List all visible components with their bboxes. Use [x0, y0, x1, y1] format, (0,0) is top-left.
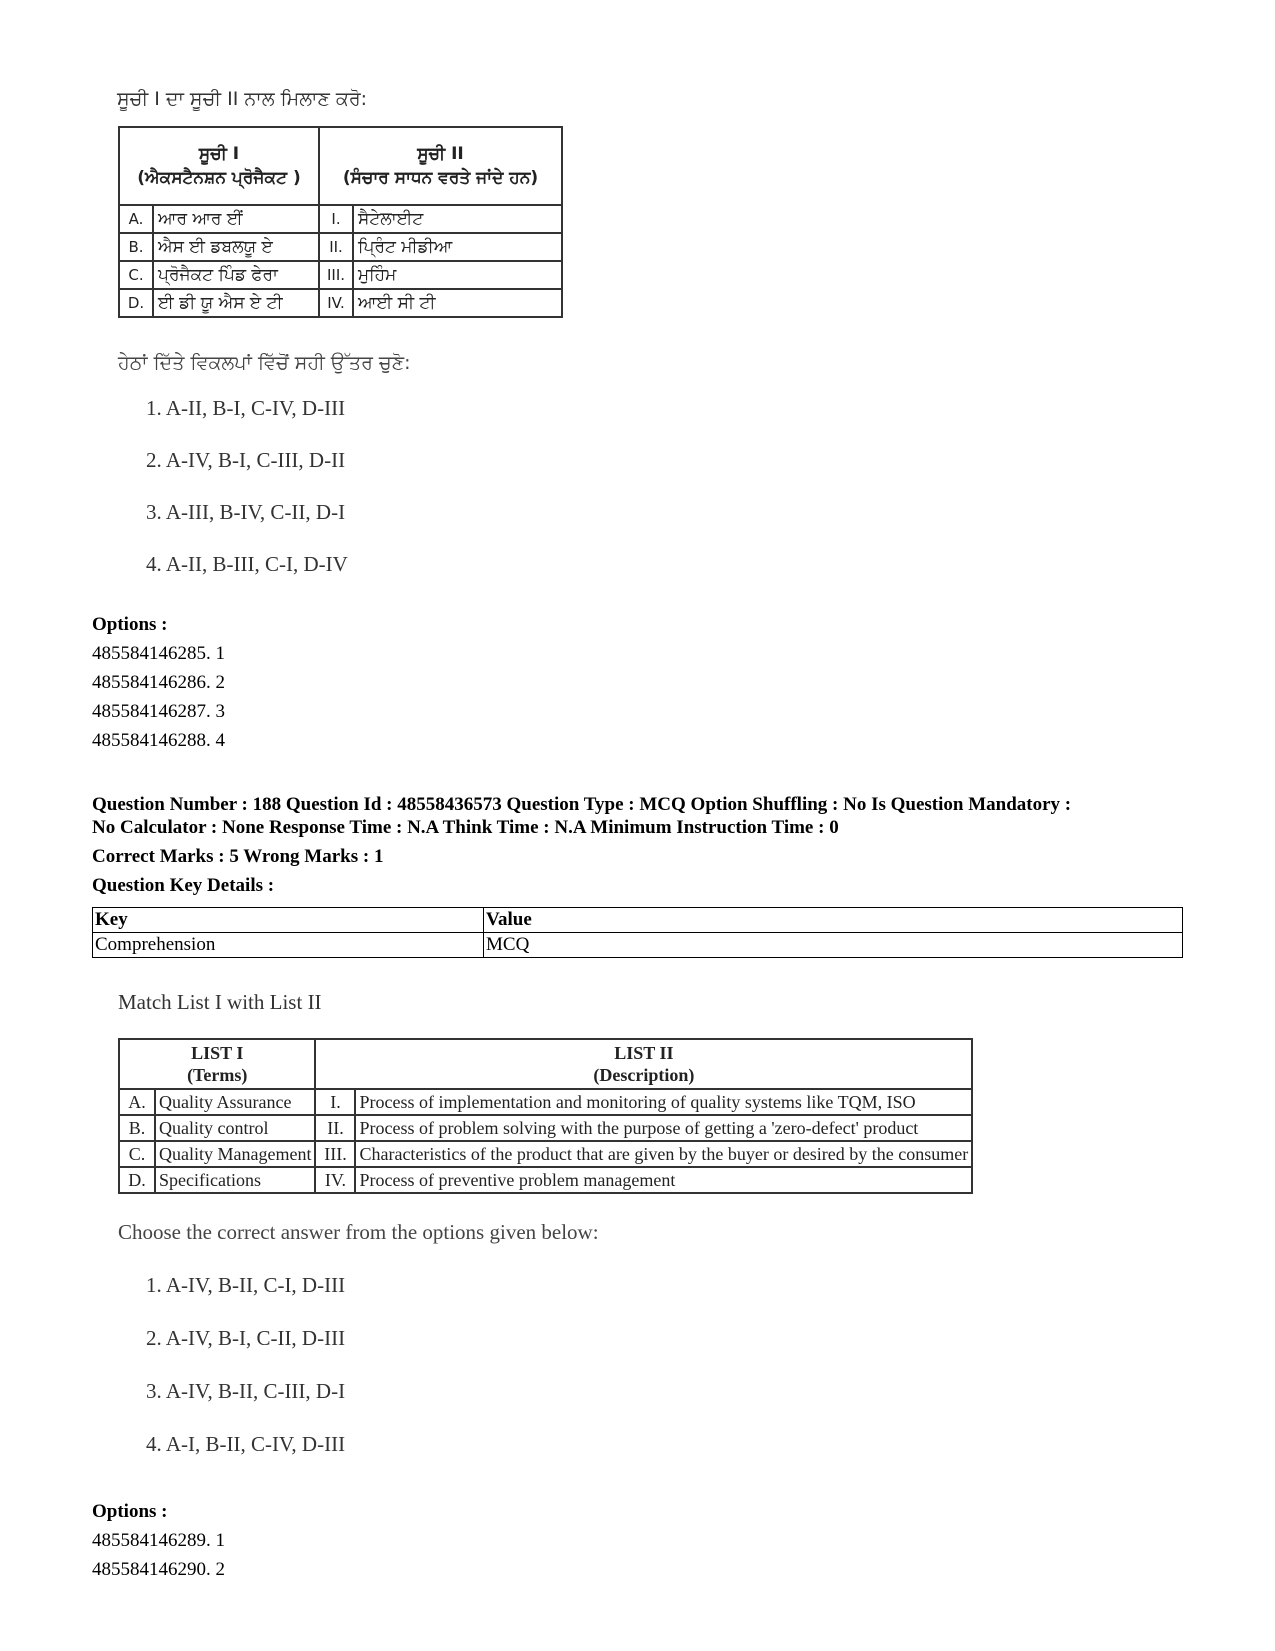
table-row: [119, 261, 562, 289]
q188-key-table: [92, 907, 1183, 958]
q187-option-2: 485584146286. 2: [92, 672, 225, 693]
row-numeral: III.: [319, 261, 353, 289]
row-numeral: II.: [319, 233, 353, 261]
row-letter: D.: [119, 289, 153, 317]
row-letter: A.: [119, 1089, 155, 1115]
table-row: [119, 1089, 972, 1115]
row-term: ਈ ਡੀ ਯੂ ਐਸ ਏ ਟੀ: [153, 289, 319, 317]
row-letter: A.: [119, 205, 153, 233]
q187-options-label: Options :: [92, 614, 168, 635]
q188-heading: Match List I with List II: [118, 990, 322, 1014]
key-header: Key: [93, 908, 484, 933]
q187-option-3: 485584146287. 3: [92, 701, 225, 722]
value-header: Value: [484, 908, 1183, 933]
q187-answer-2: 2. A-IV, B-I, C-III, D-II: [146, 448, 346, 472]
row-term: ਆਰ ਆਰ ਈਂ: [153, 205, 319, 233]
q188-options-label: Options :: [92, 1501, 168, 1522]
row-term: ਐਸ ਈ ਡਬਲਯੂ ਏ: [153, 233, 319, 261]
value-cell: MCQ: [484, 933, 1183, 958]
table-row: [119, 289, 562, 317]
q188-match-table: [118, 1038, 973, 1194]
key-cell: Comprehension: [93, 933, 484, 958]
row-numeral: I.: [315, 1089, 355, 1115]
table-row: [119, 1167, 972, 1193]
table-header-row: [119, 127, 562, 205]
row-numeral: I.: [319, 205, 353, 233]
row-letter: B.: [119, 233, 153, 261]
row-numeral: IV.: [315, 1167, 355, 1193]
q188-key-details-label: Question Key Details :: [92, 875, 275, 896]
table-header-row: [119, 1039, 972, 1089]
q188-answer-4: 4. A-I, B-II, C-IV, D-III: [146, 1432, 346, 1456]
q188-marks: Correct Marks : 5 Wrong Marks : 1: [92, 846, 384, 867]
table-header-row: [93, 908, 1183, 933]
table-row: [119, 205, 562, 233]
q187-answer-1: 1. A-II, B-I, C-IV, D-III: [146, 396, 346, 420]
row-letter: B.: [119, 1115, 155, 1141]
row-term: Specifications: [155, 1167, 315, 1193]
list2-header: LIST II (Description): [315, 1039, 972, 1089]
row-description: ਮੁਹਿੰਮ: [353, 261, 562, 289]
q188-answer-1: 1. A-IV, B-II, C-I, D-III: [146, 1273, 346, 1297]
q187-answer-3: 3. A-III, B-IV, C-II, D-I: [146, 500, 346, 524]
q188-meta-line2: No Calculator : None Response Time : N.A Think Time : N.A Minimum Instruction Time : 0: [92, 817, 839, 838]
row-numeral: IV.: [319, 289, 353, 317]
q187-heading: ਸੂਚੀ I ਦਾ ਸੂਚੀ II ਨਾਲ ਮਿਲਾਣ ਕਰੋ:: [117, 88, 368, 110]
table-row: [93, 933, 1183, 958]
list1-header: ਸੂਚੀ I (ਐਕਸਟੈਨਸ਼ਨ ਪ੍ਰੋਜੈਕਟ ): [119, 127, 319, 205]
row-letter: D.: [119, 1167, 155, 1193]
q188-meta-line1: Question Number : 188 Question Id : 48558436573 Question Type : MCQ Option Shuffling : No Is Question Mandatory :: [92, 794, 1072, 815]
table-row: [119, 1115, 972, 1141]
table-row: [119, 1141, 972, 1167]
row-description: Process of implementation and monitoring of quality systems like TQM, ISO: [355, 1089, 972, 1115]
list1-header: LIST I (Terms): [119, 1039, 315, 1089]
row-letter: C.: [119, 1141, 155, 1167]
list2-header: ਸੂਚੀ II (ਸੰਚਾਰ ਸਾਧਨ ਵਰਤੇ ਜਾਂਦੇ ਹਨ): [319, 127, 562, 205]
q187-answer-4: 4. A-II, B-III, C-I, D-IV: [146, 552, 348, 576]
row-numeral: III.: [315, 1141, 355, 1167]
row-term: ਪ੍ਰੋਜੈਕਟ ਪਿੰਡ ਫੇਰਾ: [153, 261, 319, 289]
row-numeral: II.: [315, 1115, 355, 1141]
q188-instruction: Choose the correct answer from the options given below:: [118, 1220, 599, 1244]
q187-instruction: ਹੇਠਾਂ ਦਿੱਤੇ ਵਿਕਲਪਾਂ ਵਿੱਚੋਂ ਸਹੀ ਉੱਤਰ ਚੁਣੋ:: [118, 352, 411, 374]
q188-option-2: 485584146290. 2: [92, 1559, 225, 1580]
row-description: ਸੈਟੇਲਾਈਟ: [353, 205, 562, 233]
row-description: Characteristics of the product that are given by the buyer or desired by the consumer: [355, 1141, 972, 1167]
row-description: ਆਈ ਸੀ ਟੀ: [353, 289, 562, 317]
q187-option-4: 485584146288. 4: [92, 730, 225, 751]
q187-match-table: [118, 126, 563, 318]
row-description: Process of problem solving with the purpose of getting a 'zero-defect' product: [355, 1115, 972, 1141]
row-description: Process of preventive problem management: [355, 1167, 972, 1193]
q187-option-1: 485584146285. 1: [92, 643, 225, 664]
row-term: Quality Management: [155, 1141, 315, 1167]
row-term: Quality control: [155, 1115, 315, 1141]
table-row: [119, 233, 562, 261]
q188-answer-2: 2. A-IV, B-I, C-II, D-III: [146, 1326, 346, 1350]
q188-option-1: 485584146289. 1: [92, 1530, 225, 1551]
row-term: Quality Assurance: [155, 1089, 315, 1115]
row-letter: C.: [119, 261, 153, 289]
row-description: ਪ੍ਰਿੰਟ ਮੀਡੀਆ: [353, 233, 562, 261]
q188-answer-3: 3. A-IV, B-II, C-III, D-I: [146, 1379, 346, 1403]
